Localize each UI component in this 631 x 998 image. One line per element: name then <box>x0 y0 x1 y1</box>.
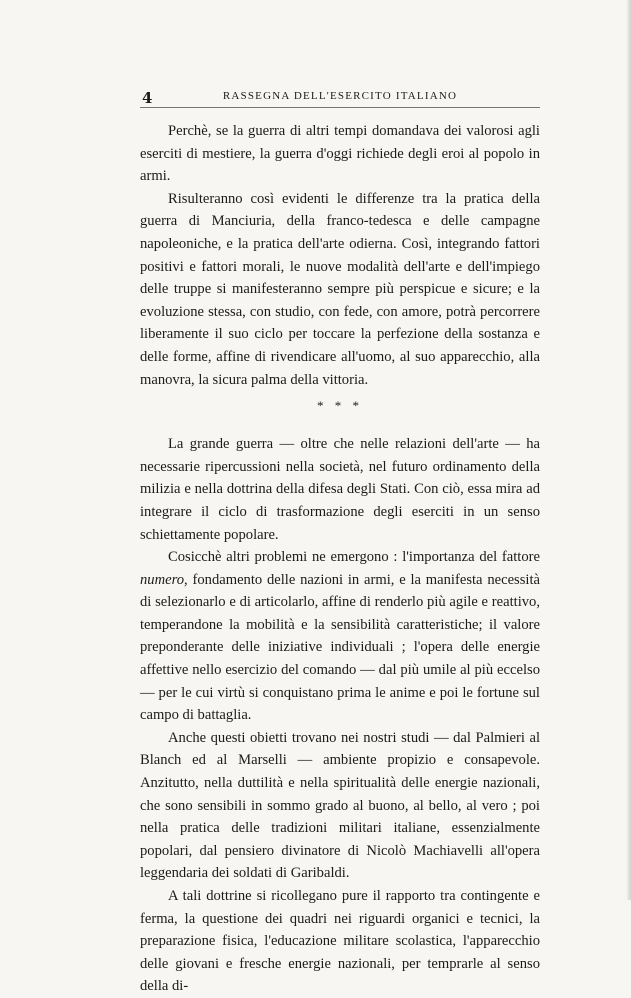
text-run: Cosicchè altri problemi ne emergono : l'importanza del fattore <box>168 549 540 566</box>
running-title: RASSEGNA DELL'ESERCITO ITALIANO <box>222 90 458 102</box>
paragraph: Risulteranno così evidenti le differenze tra la pratica della guerra di Manciuria, della franco-tedesca e delle campagne napoleoniche, e la pratica dell'arte odierna. Così, integrando fattori positivi e fattori morali, le nuove modalità dell'arte e dell'impiego delle truppe si manifesteranno sempre più perspicue e sicure; e la evoluzione stessa, con studio, con fede, con amore, potrà percorrere liberamente il suo ciclo per toccare la perfezione della sostanza e delle forme, affine di rivendicare all'uomo, al suo apparecchio, alla manovra, la sicura palma della vittoria. <box>140 190 540 388</box>
page-edge-shadow <box>626 0 631 900</box>
body-text <box>140 120 540 998</box>
paragraph <box>140 546 540 727</box>
paragraph: La grande guerra — oltre che nelle relazioni dell'arte — ha necessarie ripercussioni nella società, nel futuro ordinamento della milizia e nella dottrina della difesa degli Stati. Con ciò, essa mira ad integrare il ciclo di trasformazione degli eserciti in un senso schiettamente popolare. <box>140 436 540 543</box>
page-number: 4 <box>142 89 153 107</box>
paragraph: Anche questi obietti trovano nei nostri studi — dal Palmieri al Blanch ed al Marselli — ambiente propizio e consapevole. Anzitutto, nella duttilità e nella spiritualità delle energie nazionali, che sono sensibili in sommo grado al buono, al bello, al vero ; poi nella pratica delle tradizioni militari italiane, essenzialmente popolari, dal pensiero divinatore di Nicolò Machiavelli all'opera leggendaria dei soldati di Garibaldi. <box>140 729 540 882</box>
text-run: , fondamento delle nazioni in armi, e la manifesta necessità di selezionarlo e di articolarlo, affine di renderlo più agile e reattivo, temperandone la mobilità e la sensibilità caratteristiche; il valore preponderante delle iniziative individuali ; l'opera delle energie affettive nello esercizio del comando — dal più umile al più eccelso — per le cui virtù si conquistano prima le anime e poi le fortune sul campo di battaglia. <box>140 571 540 724</box>
paragraph: A tali dottrine si ricollegano pure il rapporto tra contingente e ferma, la questione dei quadri nei riguardi organici e tecnici, la preparazione fisica, l'educazione militare scolastica, l'apparecchio delle giovani e fresche energie nazionali, per temprarle al senso della di- <box>140 888 540 995</box>
paragraph: Perchè, se la guerra di altri tempi domandava dei valorosi agli eserciti di mestiere, la guerra d'oggi richiede degli eroi al popolo in armi. <box>140 123 540 185</box>
page-header <box>140 87 540 108</box>
section-separator: * * * <box>317 398 363 414</box>
italic-word: numero <box>140 571 185 588</box>
